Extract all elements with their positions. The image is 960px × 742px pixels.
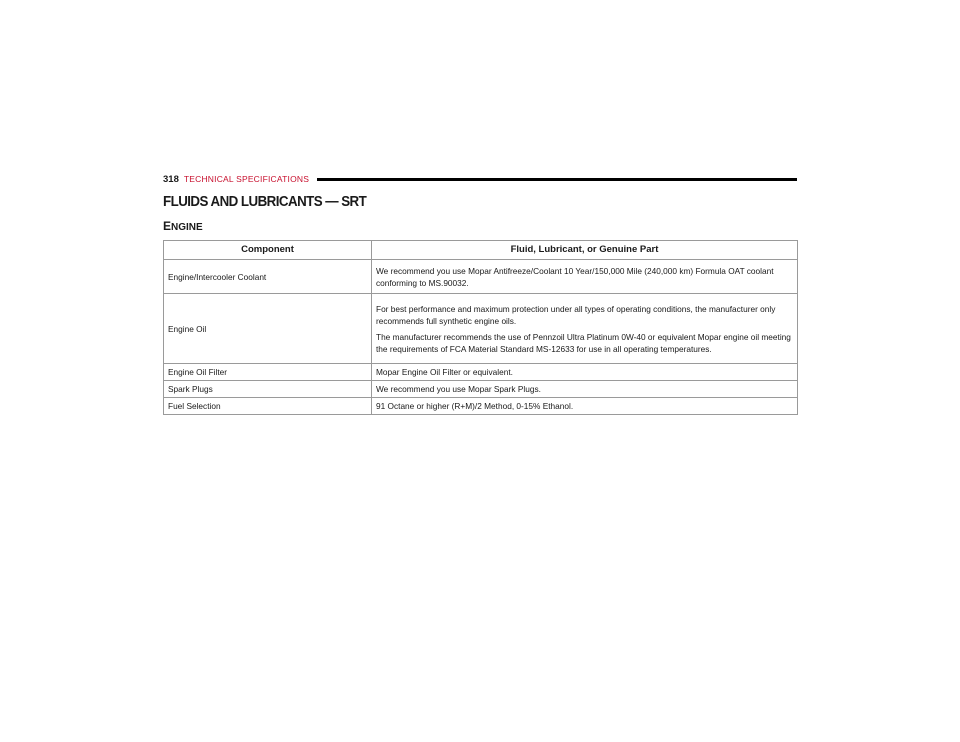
spec-text: Mopar Engine Oil Filter or equivalent. <box>376 367 513 377</box>
spec-cell <box>372 364 798 381</box>
page-number: 318 <box>163 173 179 185</box>
spec-text: We recommend you use Mopar Antifreeze/Coolant 10 Year/150,000 Mile (240,000 km) Formula OAT coolant conforming to MS.90032. <box>376 265 774 288</box>
table-header-row <box>164 241 798 260</box>
subtitle-rest: NGINE <box>171 222 203 233</box>
spec-cell <box>372 294 798 364</box>
subtitle-initial: E <box>163 219 172 233</box>
spec-text: 91 Octane or higher (R+M)/2 Method, 0-15% Ethanol. <box>376 401 574 411</box>
spec-text: We recommend you use Mopar Spark Plugs. <box>376 384 541 394</box>
page-header <box>163 172 797 186</box>
spec-cell <box>372 381 798 398</box>
component-cell: Fuel Selection <box>164 398 372 415</box>
component-cell: Engine Oil <box>164 294 372 364</box>
spec-cell <box>372 398 798 415</box>
spec-cell <box>372 260 798 294</box>
component-cell: Spark Plugs <box>164 381 372 398</box>
column-header-fluid: Fluid, Lubricant, or Genuine Part <box>372 241 798 260</box>
header-rule <box>317 178 797 181</box>
column-header-component: Component <box>164 241 372 260</box>
fluids-table <box>163 240 798 415</box>
spec-text: The manufacturer recommends the use of Pennzoil Ultra Platinum 0W-40 or equivalent Mopar engine oil meeting the requirements of FCA Material Standard MS-12633 for use in all operating temperatures. <box>376 331 791 354</box>
section-name: TECHNICAL SPECIFICATIONS <box>183 174 310 184</box>
section-subtitle <box>163 219 203 233</box>
page-title: FLUIDS AND LUBRICANTS — SRT <box>163 194 367 210</box>
table-row <box>164 398 798 415</box>
table-row <box>164 260 798 294</box>
table-row <box>164 381 798 398</box>
table-row <box>164 294 798 364</box>
component-cell: Engine Oil Filter <box>164 364 372 381</box>
spec-text: For best performance and maximum protection under all types of operating conditions, the manufacturer only recommends full synthetic engine oils. <box>376 303 776 326</box>
table-row <box>164 364 798 381</box>
component-cell: Engine/Intercooler Coolant <box>164 260 372 294</box>
